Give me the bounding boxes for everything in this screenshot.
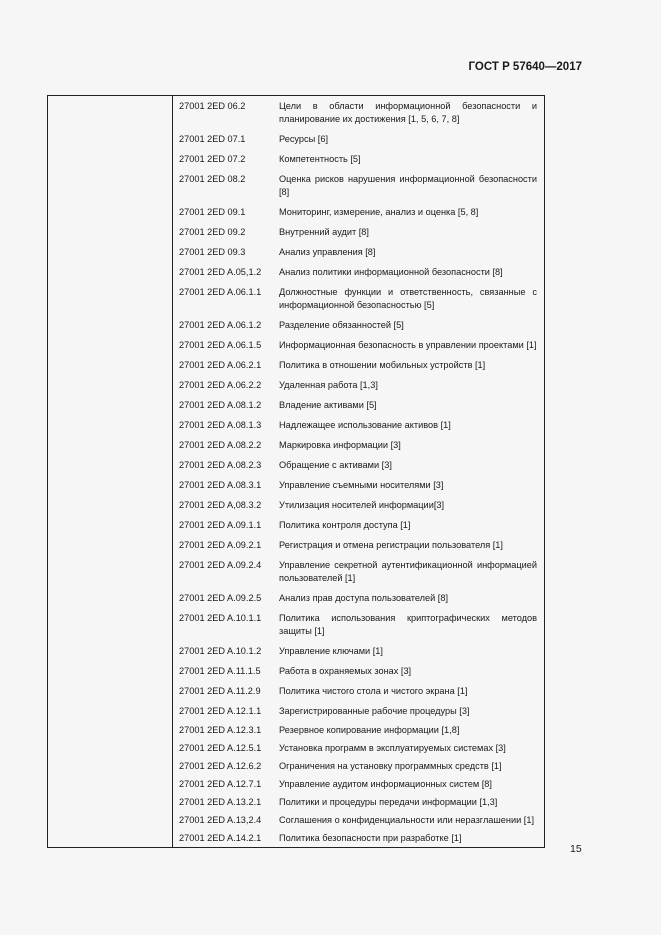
control-description: Политики и процедуры передачи информации [1,3] [279,797,498,807]
document-id-header: ГОСТ Р 57640—2017 [468,61,582,73]
control-code: 27001 2ED A.13.2.1 [179,797,262,807]
control-description: Политика чистого стола и чистого экрана [1] [279,686,468,696]
control-code: 27001 2ED A.12.6.2 [179,761,262,771]
control-description: Мониторинг, измерение, анализ и оценка [5, 8] [279,207,479,217]
empty-first-column [48,96,173,848]
control-description: Информационная безопасность в управлении проектами [1] [279,340,537,350]
control-description: Обращение с активами [3] [279,460,392,470]
control-description: Анализ управления [8] [279,247,376,257]
control-description: Зарегистрированные рабочие процедуры [3] [279,706,470,716]
control-description: Владение активами [5] [279,400,377,410]
control-description: Политика использования криптографических методов защиты [1] [279,613,537,636]
control-code: 27001 2ED A.09.2.4 [179,560,262,570]
control-description: Управление съемными носителями [3] [279,480,444,490]
control-code: 27001 2ED A.09.2.5 [179,593,262,603]
control-code: 27001 2ED A.06.2.2 [179,380,262,390]
control-code: 27001 2ED A.12.1.1 [179,706,262,716]
control-code: 27001 2ED A.05,1.2 [179,267,262,277]
control-description: Цели в области информационной безопасности и планирование их достижения [1, 5, 6, 7, 8] [279,101,537,124]
control-description: Утилизация носителей информации[3] [279,500,445,510]
control-description: Удаленная работа [1,3] [279,380,378,390]
control-description: Оценка рисков нарушения информационной безопасности [8] [279,174,537,197]
control-code: 27001 2ED A.06.1.1 [179,287,262,297]
control-code: 27001 2ED A.06.1.5 [179,340,262,350]
control-code: 27001 2ED A.11.2.9 [179,686,261,696]
control-description: Внутренний аудит [8] [279,227,369,237]
control-code: 27001 2ED A.06.2.1 [179,360,262,370]
control-description: Управление секретной аутентификационной информацией пользователей [1] [279,560,537,583]
control-code: 27001 2ED A.09.2.1 [179,540,262,550]
control-code: 27001 2ED A.08.3.1 [179,480,262,490]
control-description: Политика в отношении мобильных устройств [1] [279,360,486,370]
control-description: Должностные функции и ответственность, связанные с информационной безопасностью [5] [279,287,537,310]
control-description: Управление ключами [1] [279,646,383,656]
control-code: 27001 2ED A.06.1.2 [179,320,262,330]
control-code: 27001 2ED A.13,2.4 [179,815,262,825]
control-code: 27001 2ED 09.3 [179,247,246,257]
control-code: 27001 2ED A.12.5.1 [179,743,262,753]
control-code: 27001 2ED A.12.7.1 [179,779,262,789]
control-code: 27001 2ED A.10.1.2 [179,646,262,656]
control-code: 27001 2ED A.14.2.1 [179,833,262,843]
control-code: 27001 2ED 07.1 [179,134,246,144]
control-code: 27001 2ED A.12.3.1 [179,725,262,735]
control-code: 27001 2ED A.10.1.1 [179,613,262,623]
control-code: 27001 2ED A,08.3.2 [179,500,262,510]
control-description: Анализ политики информационной безопасности [8] [279,267,503,277]
control-code: 27001 2ED 06.2 [179,101,246,111]
control-description: Ресурсы [6] [279,134,328,144]
control-description: Ограничения на установку программных средств [1] [279,761,502,771]
control-code: 27001 2ED A.08.1.2 [179,400,262,410]
control-description: Резервное копирование информации [1,8] [279,725,460,735]
control-description: Политика контроля доступа [1] [279,520,411,530]
control-description: Анализ прав доступа пользователей [8] [279,593,449,603]
control-code: 27001 2ED 09.1 [179,207,246,217]
requirements-table [47,95,545,848]
control-description: Регистрация и отмена регистрации пользователя [1] [279,540,503,550]
control-code: 27001 2ED A.11.1.5 [179,666,261,676]
control-description: Управление аудитом информационных систем [8] [279,779,492,789]
control-description: Соглашения о конфиденциальности или неразглашении [1] [279,815,534,825]
control-description: Работа в охраняемых зонах [3] [279,666,412,676]
control-description: Компетентность [5] [279,154,361,164]
control-code: 27001 2ED A.08.2.3 [179,460,262,470]
table-row [48,96,545,130]
control-description: Установка программ в эксплуатируемых системах [3] [279,743,506,753]
control-code: 27001 2ED A.08.2.2 [179,440,262,450]
control-code: 27001 2ED 08.2 [179,174,246,184]
control-code: 27001 2ED A.09.1.1 [179,520,262,530]
control-description: Надлежащее использование активов [1] [279,420,451,430]
control-code: 27001 2ED 09.2 [179,227,246,237]
page-number: 15 [570,843,582,855]
control-description: Политика безопасности при разработке [1] [279,833,462,843]
control-code: 27001 2ED 07.2 [179,154,246,164]
control-code: 27001 2ED A.08.1.3 [179,420,262,430]
control-description: Разделение обязанностей [5] [279,320,404,330]
control-description: Маркировка информации [3] [279,440,401,450]
